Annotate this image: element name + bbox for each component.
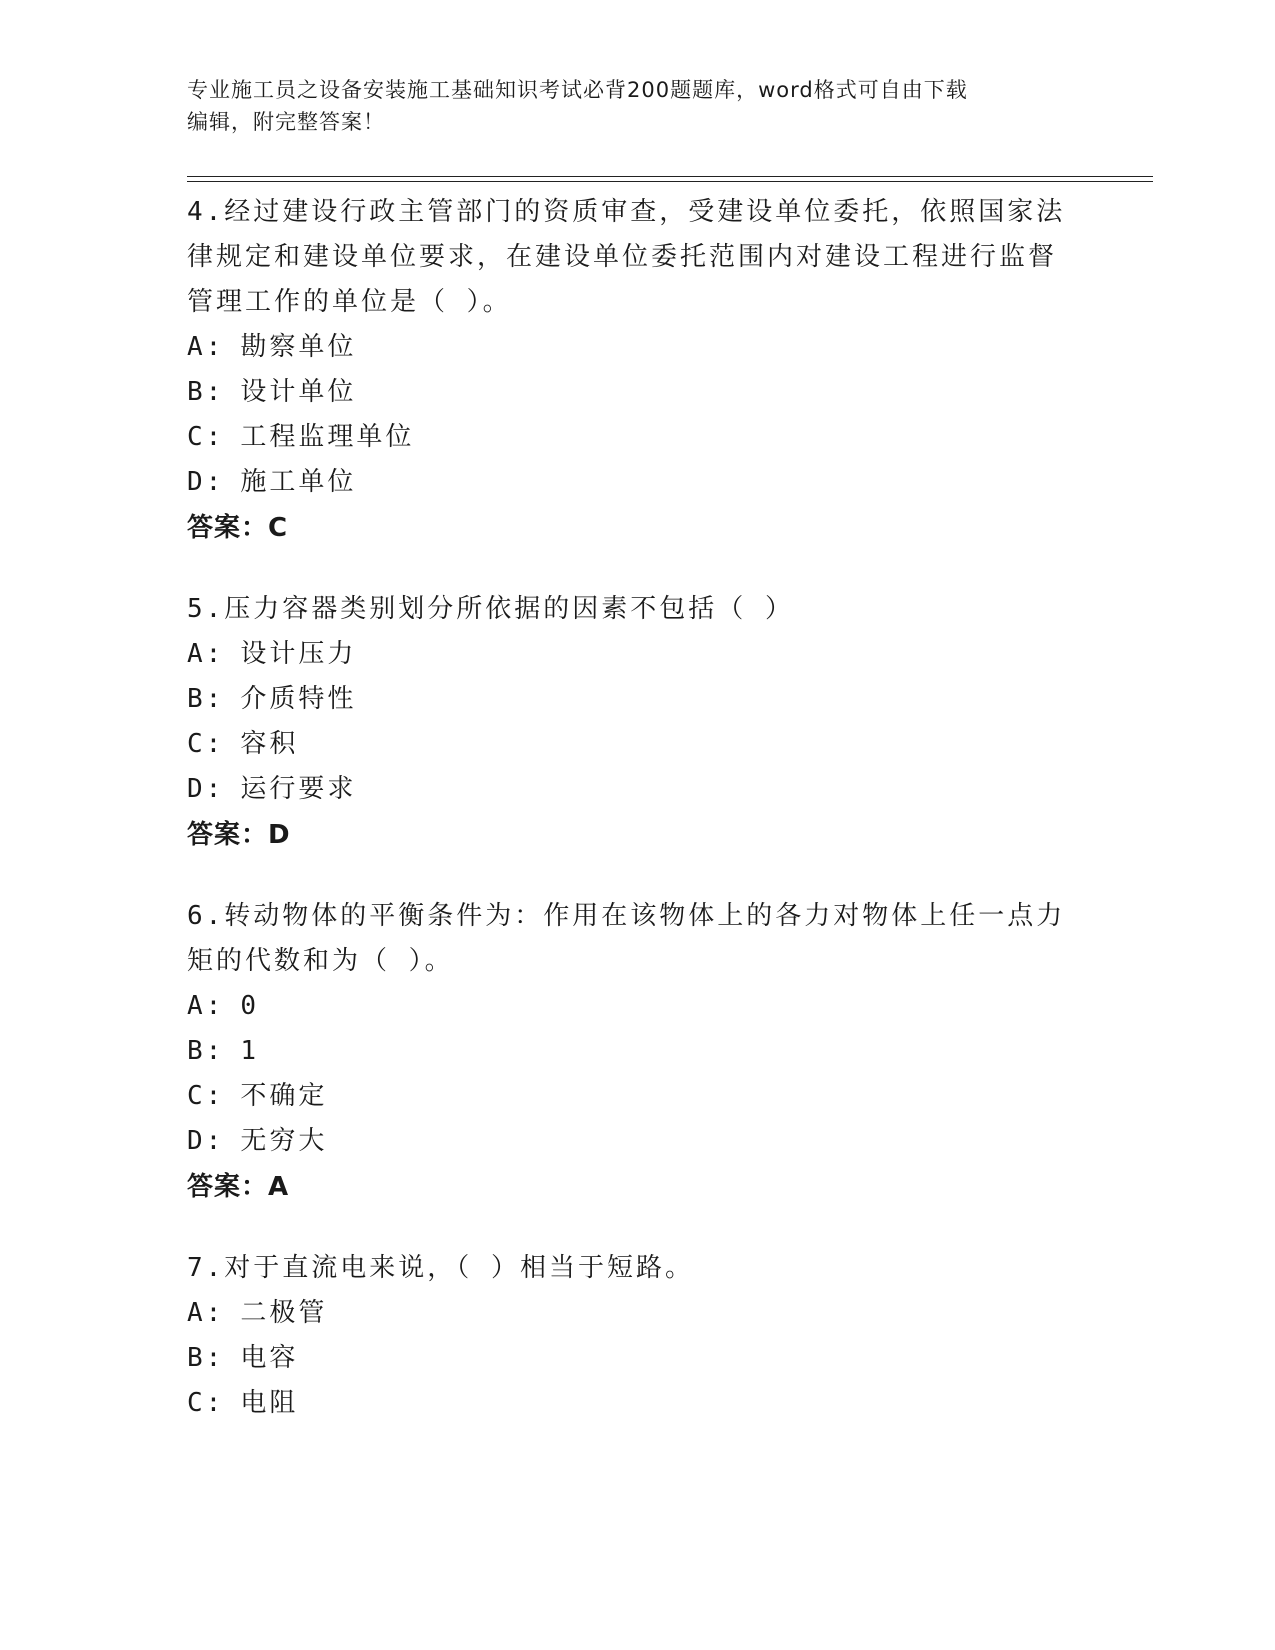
option-letter: A:: [187, 1298, 225, 1328]
option-letter: A:: [187, 332, 225, 362]
header-line-2: 编辑，附完整答案！: [187, 110, 385, 134]
answer-option: [187, 1074, 1067, 1119]
option-text: 0: [240, 991, 259, 1021]
option-letter: C:: [187, 1388, 225, 1418]
option-letter: B:: [187, 377, 225, 407]
option-letter: D:: [187, 774, 225, 804]
option-letter: A:: [187, 991, 225, 1021]
answer-option: [187, 325, 1067, 370]
option-letter: B:: [187, 1036, 225, 1066]
answer-key: 答案：D: [187, 820, 291, 850]
option-text: 介质特性: [240, 684, 357, 714]
document-header: [187, 74, 1067, 138]
option-text: 运行要求: [240, 774, 357, 804]
option-text: 电阻: [240, 1388, 299, 1418]
answer-key: 答案：C: [187, 513, 289, 543]
option-text: 设计压力: [240, 639, 357, 669]
answer-option: [187, 370, 1067, 415]
question-block: [187, 1246, 1067, 1426]
option-letter: D:: [187, 1126, 225, 1156]
question-block: [187, 894, 1067, 1211]
question-text: 7.对于直流电来说，（ ）相当于短路。: [187, 1253, 694, 1283]
answer-option: [187, 677, 1067, 722]
answer-option: [187, 984, 1067, 1029]
option-letter: B:: [187, 1343, 225, 1373]
question-block: [187, 587, 1067, 859]
option-text: 不确定: [240, 1081, 328, 1111]
option-text: 无穷大: [240, 1126, 328, 1156]
option-text: 工程监理单位: [240, 422, 415, 452]
header-divider-top: [187, 176, 1153, 177]
option-letter: D:: [187, 467, 225, 497]
option-letter: C:: [187, 729, 225, 759]
answer-option: [187, 767, 1067, 812]
answer-option: [187, 1029, 1067, 1074]
question-list: [187, 190, 1067, 1461]
answer-option: [187, 1336, 1067, 1381]
answer-option: [187, 1381, 1067, 1426]
option-letter: B:: [187, 684, 225, 714]
question-text: 4.经过建设行政主管部门的资质审查，受建设单位委托，依照国家法律规定和建设单位要求，在建设单位委托范围内对建设工程进行监督管理工作的单位是（ ）。: [187, 197, 1066, 317]
option-text: 二极管: [240, 1298, 328, 1328]
answer-key: 答案：A: [187, 1172, 290, 1202]
question-text: 6.转动物体的平衡条件为：作用在该物体上的各力对物体上任一点力矩的代数和为（ ）。: [187, 901, 1066, 976]
option-text: 1: [240, 1036, 259, 1066]
option-text: 勘察单位: [240, 332, 357, 362]
option-letter: A:: [187, 639, 225, 669]
option-text: 容积: [240, 729, 299, 759]
answer-option: [187, 1291, 1067, 1336]
answer-option: [187, 722, 1067, 767]
question-block: [187, 190, 1067, 552]
header-line-1: 专业施工员之设备安装施工基础知识考试必背200题题库，word格式可自由下载: [187, 78, 968, 102]
header-divider-bottom: [187, 181, 1153, 182]
option-text: 设计单位: [240, 377, 357, 407]
option-letter: C:: [187, 1081, 225, 1111]
answer-option: [187, 632, 1067, 677]
question-text: 5.压力容器类别划分所依据的因素不包括（ ）: [187, 594, 794, 624]
answer-option: [187, 460, 1067, 505]
option-letter: C:: [187, 422, 225, 452]
option-text: 电容: [240, 1343, 299, 1373]
answer-option: [187, 415, 1067, 460]
option-text: 施工单位: [240, 467, 357, 497]
answer-option: [187, 1119, 1067, 1164]
